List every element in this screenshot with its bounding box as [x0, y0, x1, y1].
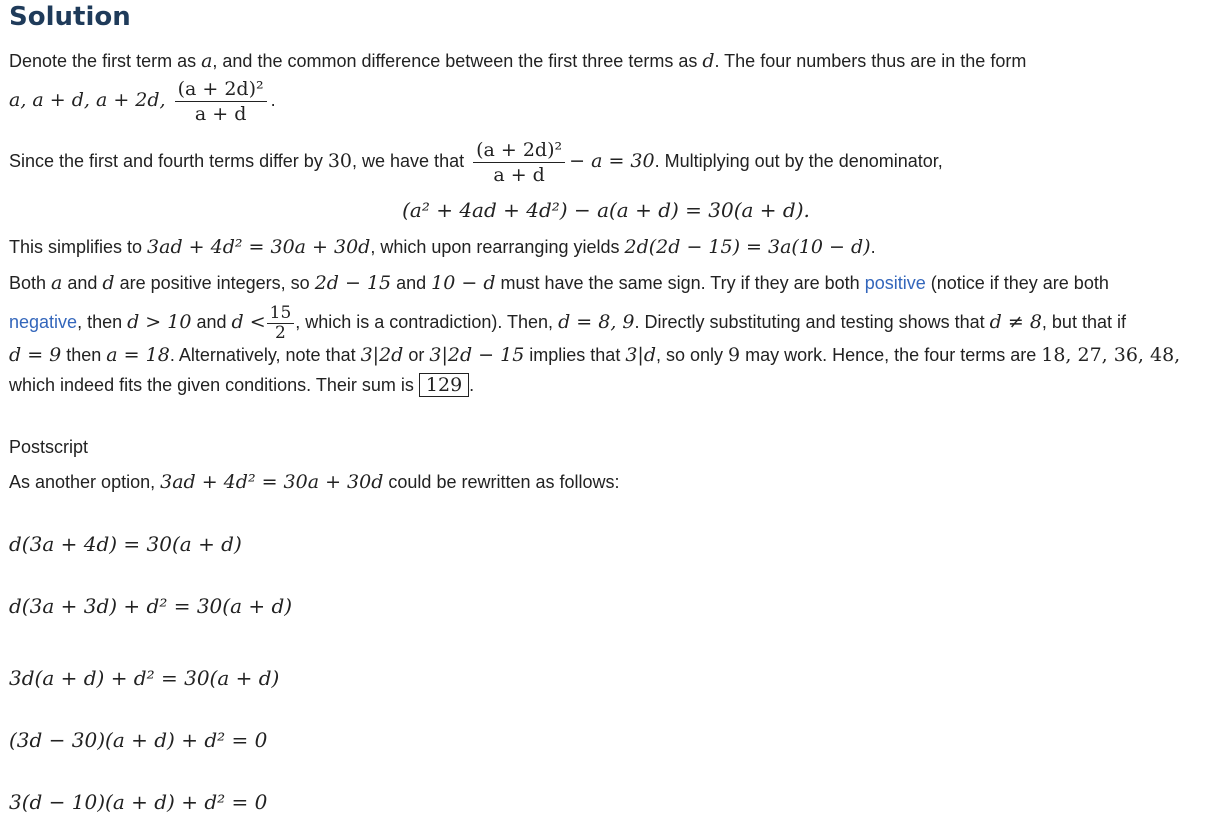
math-expression: d ≠ 8 — [989, 311, 1042, 333]
expanded-equation: (a² + 4ad + 4d²) − a(a + d) = 30(a + d). — [402, 198, 810, 222]
rewrite-paragraph — [9, 471, 620, 493]
fraction-numerator: (a + 2d)² — [175, 77, 267, 102]
step-equation: d(3a + 3d) + d² = 30(a + d) — [9, 594, 293, 618]
alternative-paragraph — [9, 344, 1180, 366]
difference-paragraph — [9, 132, 943, 190]
text: . — [270, 90, 276, 110]
math-var: a — [51, 272, 63, 294]
math-number: 30 — [327, 150, 353, 172]
text: Denote the first term as — [9, 51, 202, 71]
step-equation: d(3a + 4d) = 30(a + d) — [9, 532, 242, 556]
fraction-denominator: a + d — [493, 163, 545, 186]
fraction-numerator: 15 — [267, 304, 295, 324]
fraction-denominator: 2 — [275, 322, 286, 343]
math-expression: 3|d — [625, 344, 656, 366]
text: . The four numbers thus are in the form — [714, 51, 1027, 71]
text: . Multiplying out by the denominator, — [654, 151, 943, 171]
math-expression: 2d(2d − 15) = 3a(10 − d) — [624, 236, 871, 258]
text: Both — [9, 273, 52, 293]
negative-link[interactable]: negative — [9, 312, 78, 332]
math-number: 9 — [728, 344, 741, 366]
math-expression: − a = 30 — [569, 150, 655, 172]
fifteen-halves-fraction — [267, 304, 295, 343]
text: , which is a contradiction). Then, — [295, 312, 559, 332]
math-expression: d = 9 — [9, 344, 62, 366]
text: may work. Hence, the four terms are — [740, 345, 1042, 365]
math-expression: 3|2d − 15 — [429, 344, 525, 366]
sign-paragraph — [9, 272, 1109, 294]
display-equation — [0, 198, 1212, 222]
postscript-label: Postscript — [9, 437, 89, 457]
fraction-denominator: a + d — [194, 102, 247, 125]
text: (notice if they are both — [925, 273, 1109, 293]
fourth-term-fraction — [175, 77, 267, 126]
intro-paragraph — [9, 50, 1026, 72]
math-var: a — [201, 50, 213, 72]
terms-expression — [9, 72, 276, 128]
answer-paragraph — [9, 374, 474, 396]
step-equation: 3(d − 10)(a + d) + d² = 0 — [9, 790, 268, 814]
text: . — [469, 375, 475, 395]
math-expression: 3ad + 4d² = 30a + 30d — [147, 236, 371, 258]
math-expression: 3|2d — [360, 344, 404, 366]
math-var: d — [102, 272, 115, 294]
contradiction-paragraph — [9, 294, 1126, 350]
text: and — [62, 273, 103, 293]
text: , which upon rearranging yields — [370, 237, 625, 257]
difference-fraction — [473, 138, 565, 187]
simplify-paragraph — [9, 236, 876, 258]
text: , we have that — [352, 151, 470, 171]
step-equation: 3d(a + d) + d² = 30(a + d) — [9, 666, 280, 690]
math-expression: a = 18 — [106, 344, 170, 366]
math-expression: 3ad + 4d² = 30a + 30d — [160, 471, 384, 493]
text: This simplifies to — [9, 237, 148, 257]
text: . — [870, 237, 876, 257]
text: Since the first and fourth terms differ by — [9, 151, 328, 171]
text: , but that if — [1041, 312, 1126, 332]
text: As another option, — [9, 472, 161, 492]
step-equation: (3d − 30)(a + d) + d² = 0 — [9, 728, 268, 752]
math-expression: 10 − d — [431, 272, 496, 294]
text: and — [391, 273, 432, 293]
text: must have the same sign. Try if they are both — [495, 273, 865, 293]
positive-link[interactable]: positive — [864, 273, 926, 293]
fraction-numerator: (a + 2d)² — [473, 138, 565, 163]
text: , and the common difference between the first three terms as — [212, 51, 703, 71]
math-expression: d > 10 — [127, 311, 192, 333]
math-terms: 18, 27, 36, 48, — [1041, 344, 1181, 366]
text: implies that — [524, 345, 626, 365]
text: are positive integers, so — [114, 273, 315, 293]
text: . Directly substituting and testing shows that — [634, 312, 990, 332]
text: and — [191, 312, 232, 332]
text: could be rewritten as follows: — [383, 472, 620, 492]
math-expression: 2d − 15 — [314, 272, 392, 294]
text: , then — [77, 312, 128, 332]
solution-heading: Solution — [9, 2, 131, 32]
text: then — [61, 345, 107, 365]
text: or — [403, 345, 430, 365]
math-terms: a, a + d, a + 2d, — [9, 89, 166, 111]
text: which indeed fits the given conditions. Their sum is — [9, 375, 419, 395]
text: , so only — [655, 345, 729, 365]
text: . Alternatively, note that — [169, 345, 361, 365]
math-var: d — [702, 50, 715, 72]
boxed-answer: 129 — [419, 373, 469, 397]
math-expression: d = 8, 9 — [558, 311, 635, 333]
math-expression: d < — [231, 311, 266, 333]
